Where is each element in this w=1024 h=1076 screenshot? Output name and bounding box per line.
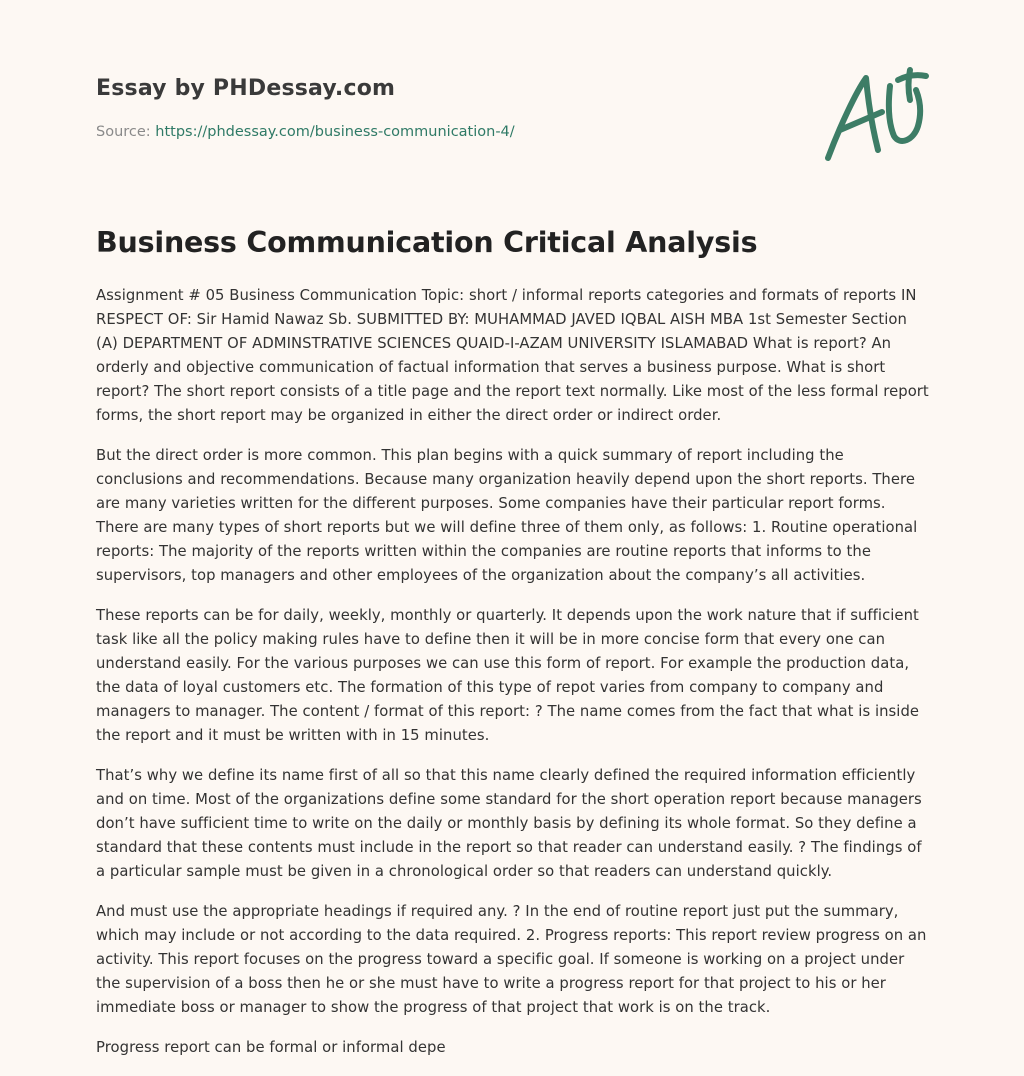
a-plus-grade-icon xyxy=(820,66,930,166)
essay-paragraph: But the direct order is more common. This plan begins with a quick summary of report including the conclusions and recommendations. Because many organization heavily depend upon the short reports. There are many varieties written for the different purposes. Some companies have their particular report forms. There are many types of short reports but we will define three of them only, as follows: 1. Routine operational reports: The majority of the reports written within the companies are routine reports that informs to the supervisors, top managers and other employees of the organization about the company’s all activities. xyxy=(96,447,918,584)
essay-paragraph: Assignment # 05 Business Communication Topic: short / informal reports categories and formats of reports IN RESPECT OF: Sir Hamid Nawaz Sb. SUBMITTED BY: MUHAMMAD JAVED IQBAL AISH MBA 1st Semester Section (A) DEPARTMENT OF ADMINSTRATIVE SCIENCES QUAID-I-AZAM UNIVERSITY ISLAMABAD What is report? An orderly and objective communication of factual information that serves a business purpose. What is short report? The short report consists of a title page and the report text normally. Like most of the less formal report forms, the short report may be organized in either the direct order or indirect order. xyxy=(96,287,929,424)
essay-paragraph: And must use the appropriate headings if required any. ? In the end of routine report just put the summary, which may include or not according to the data required. 2. Progress reports: This report review progress on an activity. This report focuses on the progress toward a specific goal. If someone is working on a project under the supervision of a boss then he or she must have to write a progress report for that project to his or her immediate boss or manager to show the progress of that project that work is on the track. xyxy=(96,903,927,1016)
source-link[interactable]: https://phdessay.com/business-communication-4/ xyxy=(155,124,515,140)
essay-body xyxy=(96,284,932,1076)
essay-paragraph: These reports can be for daily, weekly, monthly or quarterly. It depends upon the work nature that if sufficient task like all the policy making rules have to define then it will be in more concise form that every one can understand easily. For the various purposes we can use this form of report. For example the production data, the data of loyal customers etc. The formation of this type of repot varies from company to company and managers to manager. The content / format of this report: ? The name comes from the fact that what is inside the report and it must be written with in 15 minutes. xyxy=(96,607,920,744)
site-title: Essay by PHDessay.com xyxy=(96,76,396,101)
essay-paragraph: Progress report can be formal or informal depe xyxy=(96,1039,446,1056)
essay-title: Business Communication Critical Analysis xyxy=(96,226,758,259)
source-line xyxy=(96,124,515,140)
essay-paragraph: That’s why we define its name first of all so that this name clearly defined the required information efficiently and on time. Most of the organizations define some standard for the short operation report because managers don’t have sufficient time to write on the daily or monthly basis by defining its whole format. So they define a standard that these contents must include in the report so that reader can understand easily. ? The findings of a particular sample must be given in a chronological order so that readers can understand quickly. xyxy=(96,767,922,880)
source-label: Source: xyxy=(96,124,156,140)
